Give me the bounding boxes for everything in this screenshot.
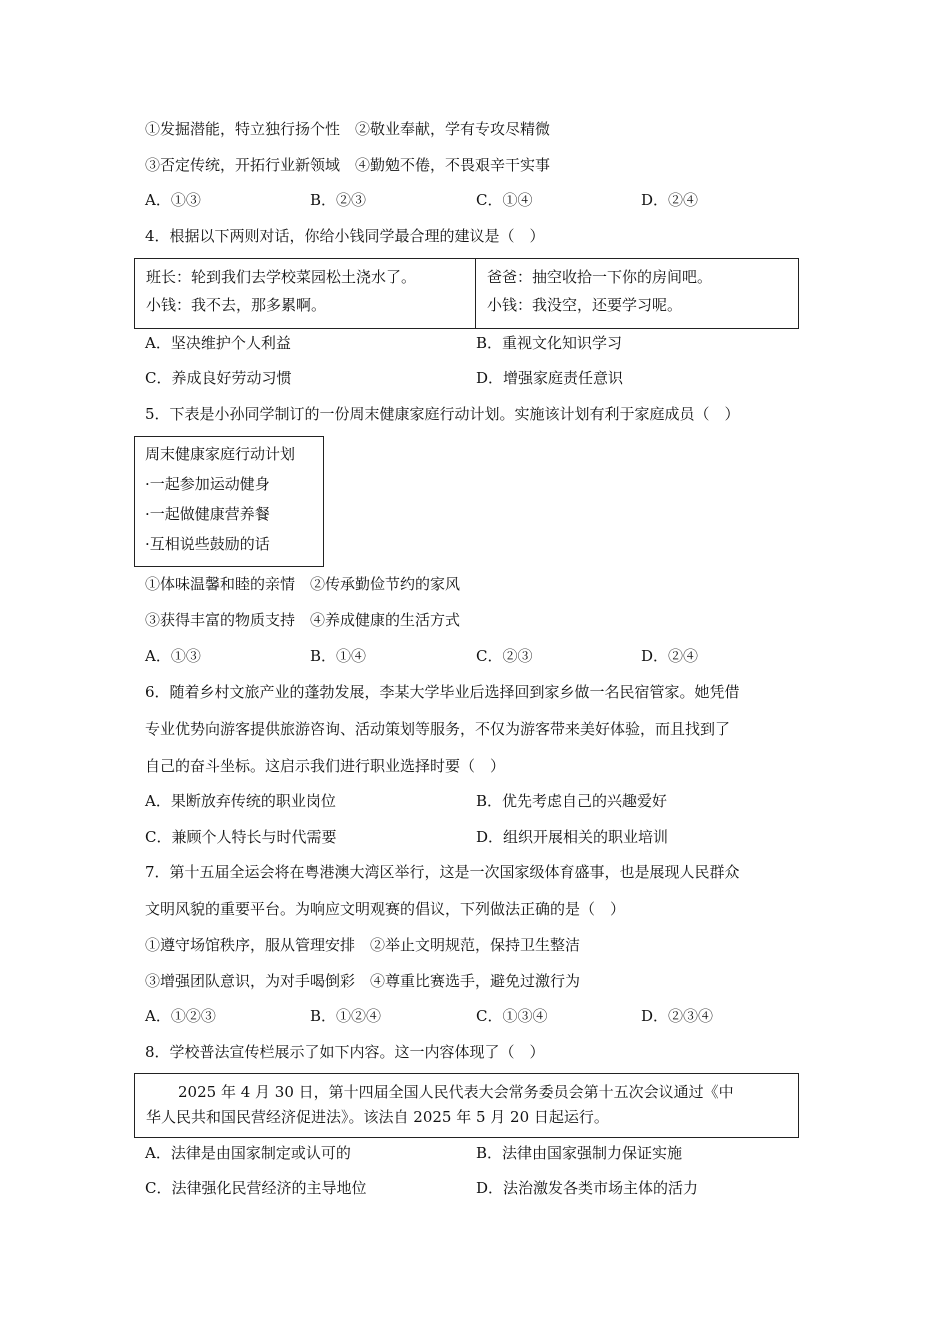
q7-stem-line-2: 文明风貌的重要平台。为响应文明观赛的倡议，下列做法正确的是（ ） bbox=[145, 900, 626, 918]
q3-option-b: B．②③ bbox=[310, 191, 367, 209]
q7-option-b: B．①②④ bbox=[310, 1007, 382, 1025]
q4-option-b: B．重视文化知识学习 bbox=[476, 334, 623, 352]
q4-dialog-table bbox=[134, 258, 799, 329]
q6-option-c: C．兼顾个人特长与时代需要 bbox=[145, 828, 337, 846]
q8-stem: 8．学校普法宣传栏展示了如下内容。这一内容体现了（ ） bbox=[145, 1043, 545, 1061]
q6-stem-line-2: 专业优势向游客提供旅游咨询、活动策划等服务，不仅为游客带来美好体验，而且找到了 bbox=[145, 720, 731, 738]
q5-plan-item-2: ·一起做健康营养餐 bbox=[145, 505, 270, 523]
q7-option-c: C．①③④ bbox=[476, 1007, 548, 1025]
q3-statements-line-1: ①发掘潜能，特立独行扬个性 ②敬业奉献，学有专攻尽精微 bbox=[145, 120, 551, 138]
q8-option-a: A．法律是由国家制定或认可的 bbox=[145, 1144, 351, 1162]
q4-option-c: C．养成良好劳动习惯 bbox=[145, 369, 292, 387]
q8-option-c: C．法律强化民营经济的主导地位 bbox=[145, 1179, 367, 1197]
q6-option-a: A．果断放弃传统的职业岗位 bbox=[145, 792, 336, 810]
q6-option-d: D．组织开展相关的职业培训 bbox=[476, 828, 669, 846]
q5-plan-item-3: ·互相说些鼓励的话 bbox=[145, 535, 270, 553]
q5-option-b: B．①④ bbox=[310, 647, 367, 665]
q3-option-d: D．②④ bbox=[641, 191, 699, 209]
q5-stem: 5．下表是小孙同学制订的一份周末健康家庭行动计划。实施该计划有利于家庭成员（ ） bbox=[145, 405, 740, 423]
q8-option-d: D．法治激发各类市场主体的活力 bbox=[476, 1179, 699, 1197]
q4-dialog-right-line-2: 小钱：我没空，还要学习呢。 bbox=[487, 296, 683, 314]
q5-plan-item-1: ·一起参加运动健身 bbox=[145, 475, 270, 493]
q5-plan-table bbox=[134, 436, 324, 567]
q8-option-b: B．法律由国家强制力保证实施 bbox=[476, 1144, 683, 1162]
q7-statements-line-1: ①遵守场馆秩序，服从管理安排 ②举止文明规范，保持卫生整洁 bbox=[145, 936, 581, 954]
q4-stem: 4．根据以下两则对话，你给小钱同学最合理的建议是（ ） bbox=[145, 227, 545, 245]
q8-notice-line-1: 2025 年 4 月 30 日，第十四届全国人民代表大会常务委员会第十五次会议通过《中 bbox=[178, 1083, 734, 1101]
q5-option-c: C．②③ bbox=[476, 647, 533, 665]
q7-option-a: A．①②③ bbox=[145, 1007, 216, 1025]
q6-option-b: B．优先考虑自己的兴趣爱好 bbox=[476, 792, 668, 810]
q5-option-d: D．②④ bbox=[641, 647, 699, 665]
q8-notice-box bbox=[134, 1073, 799, 1138]
q4-dialog-left-line-2: 小钱：我不去，那多累啊。 bbox=[146, 296, 327, 314]
q5-plan-title: 周末健康家庭行动计划 bbox=[145, 445, 296, 463]
q7-statements-line-2: ③增强团队意识，为对手喝倒彩 ④尊重比赛选手，避免过激行为 bbox=[145, 972, 581, 990]
q8-notice-line-2: 华人民共和国民营经济促进法》。该法自 2025 年 5 月 20 日起运行。 bbox=[146, 1108, 609, 1126]
q7-stem-line-1: 7．第十五届全运会将在粤港澳大湾区举行，这是一次国家级体育盛事，也是展现人民群众 bbox=[145, 863, 740, 881]
q5-statements-line-2: ③获得丰富的物质支持 ④养成健康的生活方式 bbox=[145, 611, 461, 629]
q5-statements-line-1: ①体味温馨和睦的亲情 ②传承勤俭节约的家风 bbox=[145, 575, 461, 593]
q3-option-c: C．①④ bbox=[476, 191, 533, 209]
q4-dialog-right-line-1: 爸爸：抽空收拾一下你的房间吧。 bbox=[487, 268, 713, 286]
q3-statements-line-2: ③否定传统，开拓行业新领域 ④勤勉不倦，不畏艰辛干实事 bbox=[145, 156, 551, 174]
q5-option-a: A．①③ bbox=[145, 647, 201, 665]
q3-option-a: A．①③ bbox=[145, 191, 201, 209]
q4-option-d: D．增强家庭责任意识 bbox=[476, 369, 624, 387]
q6-stem-line-3: 自己的奋斗坐标。这启示我们进行职业选择时要（ ） bbox=[145, 757, 506, 775]
q7-option-d: D．②③④ bbox=[641, 1007, 714, 1025]
q4-dialog-divider bbox=[475, 259, 476, 328]
q6-stem-line-1: 6．随着乡村文旅产业的蓬勃发展，李某大学毕业后选择回到家乡做一名民宿管家。她凭借 bbox=[145, 683, 740, 701]
q4-dialog-left-line-1: 班长：轮到我们去学校菜园松土浇水了。 bbox=[146, 268, 417, 286]
q4-option-a: A．坚决维护个人利益 bbox=[145, 334, 291, 352]
